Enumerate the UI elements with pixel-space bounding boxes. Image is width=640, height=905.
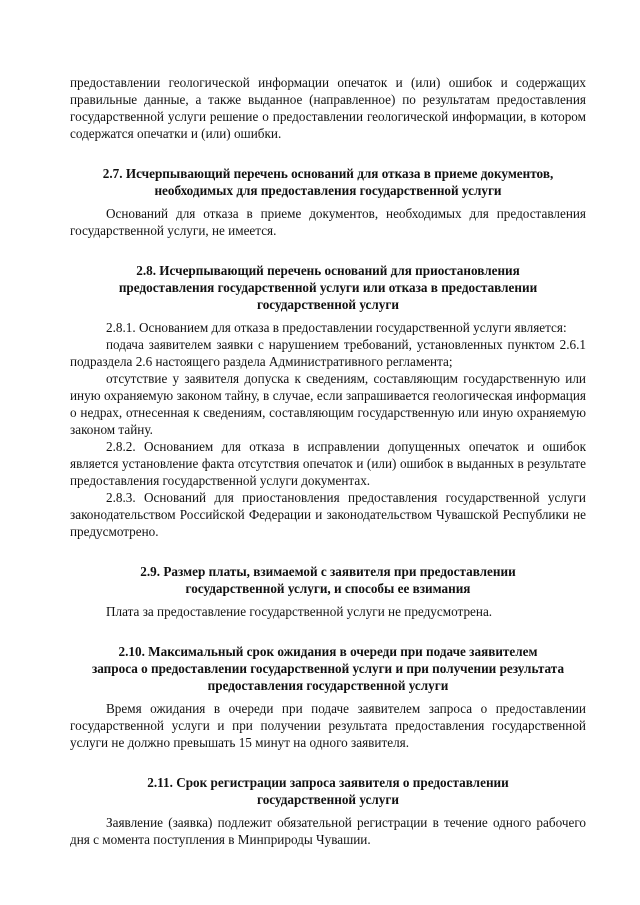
intro-paragraph: предоставлении геологической информации опечаток и (или) ошибок и содержащих правильные данные, а также выданное (направленное) по результатам предоставления государственной услуги решение о предоставлении геологической информации, в котором содержатся опечатки и (или) ошибки. [70,75,586,141]
section-2-9-body: Плата за предоставление государственной услуги не предусмотрена. [106,604,493,619]
heading-line: 2.10. Максимальный срок ожидания в очереди при подаче заявителем [118,644,538,659]
section-2-8-heading [70,262,586,313]
section-2-10-body: Время ожидания в очереди при подаче заявителем запроса о предоставлении государственной услуги и при получении результата предоставления государственной услуги не должно превышать 15 минут на одного заявителя. [70,701,586,750]
section-2-7-heading [70,165,586,199]
heading-line: государственной услуги, и способы ее взимания [185,581,471,596]
heading-line: запроса о предоставлении государственной услуги и при получении результата [91,661,565,676]
section-2-11-heading [70,774,586,808]
paragraph-2-8-1-item-2: отсутствие у заявителя допуска к сведениям, составляющим государственную или иную охраняемую законом тайну, в случае, если запрашивается геологическая информация о недрах, отнесенная к сведениям, составляющим государственную или иную охраняемую законом тайну. [70,371,586,437]
paragraph-2-8-1-item-1: подача заявителем заявки с нарушением требований, установленных пунктом 2.6.1 подраздела 2.6 настоящего раздела Административного регламента; [70,337,586,369]
heading-line: 2.8. Исчерпывающий перечень оснований для приостановления [136,263,520,278]
heading-line: предоставления государственной услуги [207,678,449,693]
document-page [70,74,586,848]
section-2-11-body: Заявление (заявка) подлежит обязательной регистрации в течение одного рабочего дня с момента поступления в Минприроды Чувашии. [70,815,586,847]
paragraph-2-8-1: 2.8.1. Основанием для отказа в предоставлении государственной услуги является: [106,320,567,335]
heading-line: государственной услуги [257,297,399,312]
paragraph-2-8-2: 2.8.2. Основанием для отказа в исправлении допущенных опечаток и ошибок является установление факта отсутствия опечаток и (или) ошибок в выданных в результате предоставления государственной услуги документах. [70,439,586,488]
heading-line: предоставления государственной услуги или отказа в предоставлении [118,280,538,295]
heading-line: государственной услуги [257,792,399,807]
section-2-7-body: Оснований для отказа в приеме документов, необходимых для предоставления государственной услуги, не имеется. [70,206,586,238]
heading-line: 2.7. Исчерпывающий перечень оснований для отказа в приеме документов, [102,166,554,181]
paragraph-2-8-3: 2.8.3. Оснований для приостановления предоставления государственной услуги законодательством Российской Федерации и законодательством Чувашской Республики не предусмотрено. [70,490,586,539]
section-2-10-heading [70,643,586,694]
heading-line: необходимых для предоставления государственной услуги [154,183,502,198]
section-2-9-heading [70,563,586,597]
heading-line: 2.11. Срок регистрации запроса заявителя о предоставлении [147,775,509,790]
heading-line: 2.9. Размер платы, взимаемой с заявителя при предоставлении [140,564,516,579]
